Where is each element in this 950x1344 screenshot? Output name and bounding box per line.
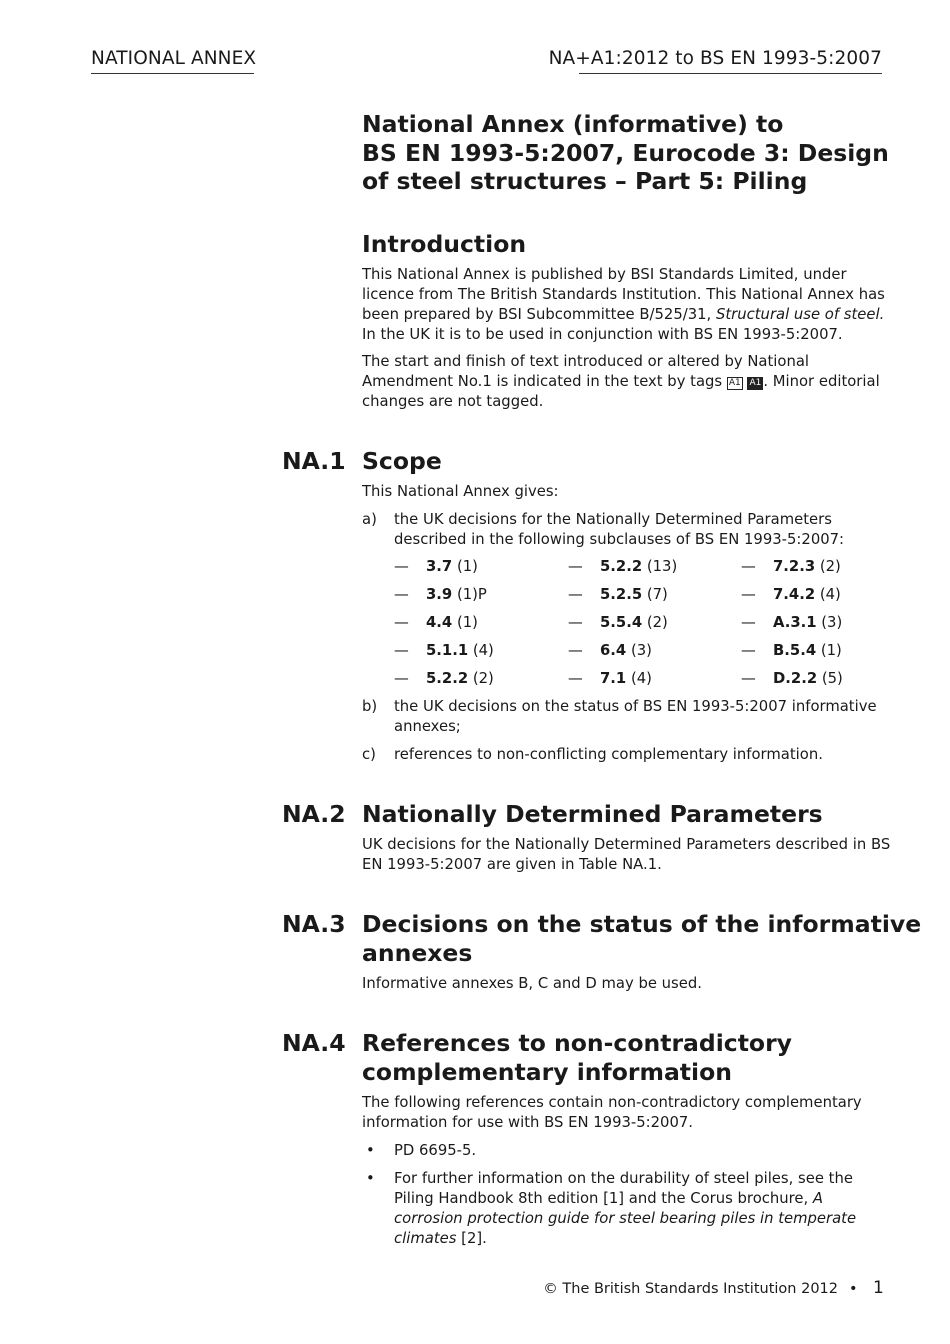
- intro-p2-text-a: The start and finish of text introduced or altered by National Amendment No.1 is indicated in the text by tags: [362, 353, 810, 390]
- clause-item: — A.3.1 (3): [741, 614, 843, 631]
- na4-heading: [362, 1029, 792, 1087]
- na4-bullet-2-text-b: [2].: [456, 1230, 487, 1247]
- page-number: 1: [873, 1278, 884, 1298]
- introduction-heading: Introduction: [362, 230, 527, 258]
- na1-number: NA.1: [282, 447, 346, 475]
- introduction-paragraph-2: [362, 352, 892, 412]
- na2-number: NA.2: [282, 800, 346, 828]
- clause-item: — D.2.2 (5): [741, 670, 843, 687]
- na3-number: NA.3: [282, 910, 346, 938]
- clause-item: — 5.2.5 (7): [568, 586, 668, 603]
- na3-heading-line-1: Decisions on the status of the informative: [362, 910, 922, 938]
- amendment-open-tag-icon: A1: [728, 378, 741, 388]
- intro-p2-text-b: . Minor editorial changes are not tagged.: [362, 373, 880, 410]
- clause-item: — 5.5.4 (2): [568, 614, 668, 631]
- intro-p1-text-a: This National Annex is published by BSI Standards Limited, under licence from The British Standards Institution. This National Annex has been prepared by BSI Subcommittee B/525/31,: [362, 266, 885, 323]
- bullet-icon: •: [366, 1142, 375, 1159]
- na1-item-b-text: the UK decisions on the status of BS EN 1993-5:2007 informative annexes;: [394, 698, 877, 735]
- running-header-right: NA+A1:2012 to BS EN 1993-5:2007: [548, 48, 882, 69]
- na4-bullet-2: [394, 1169, 884, 1249]
- intro-p1-text-b: In the UK it is to be used in conjunction with BS EN 1993-5:2007.: [362, 326, 843, 343]
- title-line-2: BS EN 1993-5:2007, Eurocode 3: Design: [362, 138, 889, 167]
- na4-bullet-2-text-a: For further information on the durability of steel piles, see the Piling Handbook 8th edition [1] and the Corus brochure,: [394, 1170, 853, 1207]
- bullet-icon: •: [366, 1170, 375, 1187]
- clause-item: — 4.4 (1): [394, 614, 478, 631]
- na4-bullet-2-italic: A corrosion protection guide for steel bearing piles in temperate climates: [394, 1190, 857, 1247]
- na4-heading-line-1: References to non-contradictory: [362, 1029, 792, 1057]
- na1-item-c-marker: c): [362, 746, 376, 763]
- clause-item: — 5.2.2 (13): [568, 558, 678, 575]
- clause-item: — 7.4.2 (4): [741, 586, 841, 603]
- clause-item: — 7.2.3 (2): [741, 558, 841, 575]
- na1-item-a-text: the UK decisions for the Nationally Determined Parameters described in the following subclauses of BS EN 1993-5:2007:: [394, 511, 845, 548]
- clause-item: — 3.9 (1)P: [394, 586, 487, 603]
- intro-p1-italic: Structural use of steel.: [715, 306, 885, 323]
- na1-item-c-text: references to non-conflicting complementary information.: [394, 746, 823, 763]
- na4-bullet-1: PD 6695-5.: [394, 1142, 477, 1159]
- running-header-left: NATIONAL ANNEX: [91, 48, 257, 69]
- na4-text: The following references contain non-contradictory complementary information for use with BS EN 1993-5:2007.: [362, 1094, 862, 1131]
- clause-item: — 7.1 (4): [568, 670, 652, 687]
- na1-heading: Scope: [362, 447, 442, 475]
- header-rule-right: [579, 73, 882, 74]
- clause-item: — 3.7 (1): [394, 558, 478, 575]
- clause-item: — 5.2.2 (2): [394, 670, 494, 687]
- amendment-close-tag-icon: A1: [749, 378, 762, 388]
- na1-item-a-marker: a): [362, 511, 377, 528]
- title-line-1: National Annex (informative) to: [362, 110, 784, 138]
- document-title: [362, 110, 902, 196]
- na3-heading: [362, 910, 921, 968]
- title-line-3: of steel structures – Part 5: Piling: [362, 167, 808, 195]
- na1-intro: This National Annex gives:: [362, 483, 559, 500]
- clause-item: — B.5.4 (1): [741, 642, 842, 659]
- clause-item: — 6.4 (3): [568, 642, 652, 659]
- footer-copyright: © The British Standards Institution 2012: [543, 1281, 838, 1297]
- clause-item: — 5.1.1 (4): [394, 642, 494, 659]
- introduction-paragraph-1: [362, 265, 892, 345]
- footer-bullet-icon: •: [849, 1281, 858, 1297]
- na3-heading-line-2: annexes: [362, 939, 473, 967]
- na1-item-b-marker: b): [362, 698, 378, 715]
- na3-text: Informative annexes B, C and D may be used.: [362, 975, 702, 992]
- header-rule-left: [91, 73, 254, 74]
- na4-number: NA.4: [282, 1029, 346, 1057]
- na2-text: UK decisions for the Nationally Determined Parameters described in BS EN 1993-5:2007 are given in Table NA.1.: [362, 836, 891, 873]
- na4-heading-line-2: complementary information: [362, 1058, 732, 1086]
- na2-heading: Nationally Determined Parameters: [362, 800, 823, 828]
